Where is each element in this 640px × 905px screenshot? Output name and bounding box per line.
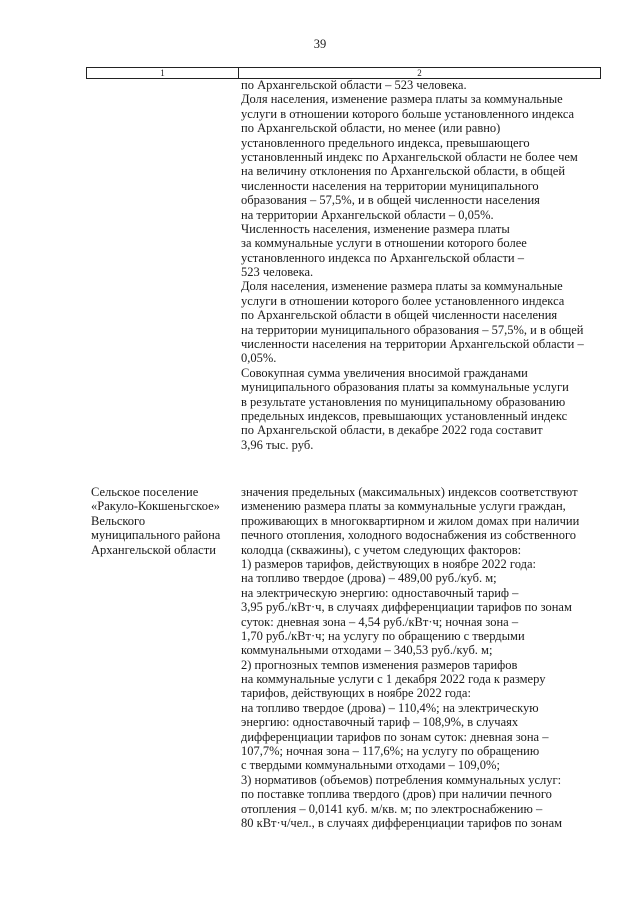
text-line: по поставке топлива твердого (дров) при наличии печного (241, 787, 552, 802)
text-line: 3) нормативов (объемов) потребления коммунальных услуг: (241, 772, 562, 787)
text-line: Вельского (91, 513, 146, 528)
page-number: 39 (313, 37, 327, 51)
text-line: отопления – 0,0141 куб. м/кв. м; по электроснабжению – (241, 801, 543, 816)
text-line: печного отопления, холодного водоснабжения из собственного (241, 528, 577, 543)
table-header-col-2: 2 (417, 68, 422, 78)
text-line: по Архангельской области, в декабре 2022 года составит (241, 423, 543, 438)
text-line: 1) размеров тарифов, действующих в ноябре 2022 года: (241, 556, 537, 571)
text-line: колодца (скважины), с учетом следующих факторов: (241, 542, 522, 557)
text-line: численности населения на территории муниципального (241, 178, 539, 193)
text-line: с твердыми коммунальными отходами – 109,0%; (241, 758, 500, 773)
text-line: на коммунальные услуги с 1 декабря 2022 года к размеру (241, 672, 546, 687)
text-line: значения предельных (максимальных) индексов соответствуют (241, 485, 578, 499)
text-line: по Архангельской области в общей численности населения (241, 308, 558, 323)
text-line: на электрическую энергию: одноставочный тариф – (241, 585, 519, 600)
text-line: тарифов, действующих в ноябре 2022 года: (241, 686, 471, 701)
municipality-name-cell (91, 485, 239, 557)
municipality-detail-cell (241, 485, 601, 830)
text-line: 2) прогнозных темпов изменения размеров тарифов (241, 657, 518, 672)
text-line: 107,7%; ночная зона – 117,6%; на услугу по обращению (241, 744, 540, 759)
table-header-col-1: 1 (87, 68, 239, 78)
text-line: Доля населения, изменение размера платы за коммунальные (241, 279, 563, 294)
text-line: проживающих в многоквартирном и жилом домах при наличии (241, 513, 580, 528)
text-line: муниципального образования платы за коммунальные услуги (241, 380, 569, 395)
continuation-text-block (241, 78, 601, 452)
text-line: 80 кВт·ч/чел., в случаях дифференциации тарифов по зонам (241, 815, 563, 830)
text-line: 523 человека. (241, 265, 314, 280)
text-line: Совокупная сумма увеличения вносимой гражданами (241, 365, 528, 380)
text-line: 3,95 руб./кВт·ч, в случаях дифференциации тарифов по зонам (241, 600, 572, 615)
text-line: установленный индекс по Архангельской области не более чем (241, 149, 578, 164)
text-line: коммунальными отходами – 340,53 руб./куб. м; (241, 643, 493, 658)
text-line: Численность населения, изменение размера платы (241, 221, 510, 236)
text-line: образования – 57,5%, и в общей численности населения (241, 193, 540, 208)
text-line: по Архангельской области, но менее (или равно) (241, 121, 501, 136)
text-line: на топливо твердое (дрова) – 110,4%; на электрическую (241, 700, 539, 715)
text-line: установленного предельного индекса, превышающего (241, 135, 530, 150)
text-line: Сельское поселение (91, 485, 199, 499)
text-line: на территории муниципального образования – 57,5%, и в общей (241, 322, 584, 337)
text-line: 1,70 руб./кВт·ч; на услугу по обращению с твердыми (241, 628, 525, 643)
text-line: на величину отклонения по Архангельской области, в общей (241, 164, 566, 179)
text-line: за коммунальные услуги в отношении которого более (241, 236, 527, 251)
text-line: предельных индексов, превышающих установленный индекс (241, 408, 568, 423)
text-line: в результате установления по муниципальному образованию (241, 394, 566, 409)
text-line: муниципального района (91, 528, 221, 543)
text-line: изменению размера платы за коммунальные услуги граждан, (241, 499, 566, 514)
text-line: на топливо твердое (дрова) – 489,00 руб./куб. м; (241, 571, 497, 586)
text-line: услуги в отношении которого больше установленного индекса (241, 106, 575, 121)
text-line: 3,96 тыс. руб. (241, 437, 314, 452)
text-line: на территории Архангельской области – 0,05%. (241, 207, 494, 222)
text-line: энергию: одноставочный тариф – 108,9%, в случаях (241, 715, 519, 730)
text-line: дифференциации тарифов по зонам суток: дневная зона – (241, 729, 549, 744)
text-line: услуги в отношении которого более установленного индекса (241, 293, 565, 308)
text-line: численности населения на территории Архангельской области – (241, 337, 584, 352)
text-line: 0,05%. (241, 351, 277, 366)
text-line: Доля населения, изменение размера платы за коммунальные (241, 92, 563, 107)
text-line: по Архангельской области – 523 человека. (241, 78, 467, 92)
text-line: Архангельской области (91, 542, 216, 557)
text-line: суток: дневная зона – 4,54 руб./кВт·ч; ночная зона – (241, 614, 519, 629)
text-line: «Ракуло-Кокшеньгское» (91, 499, 220, 514)
text-line: установленного индекса по Архангельской области – (241, 250, 524, 265)
